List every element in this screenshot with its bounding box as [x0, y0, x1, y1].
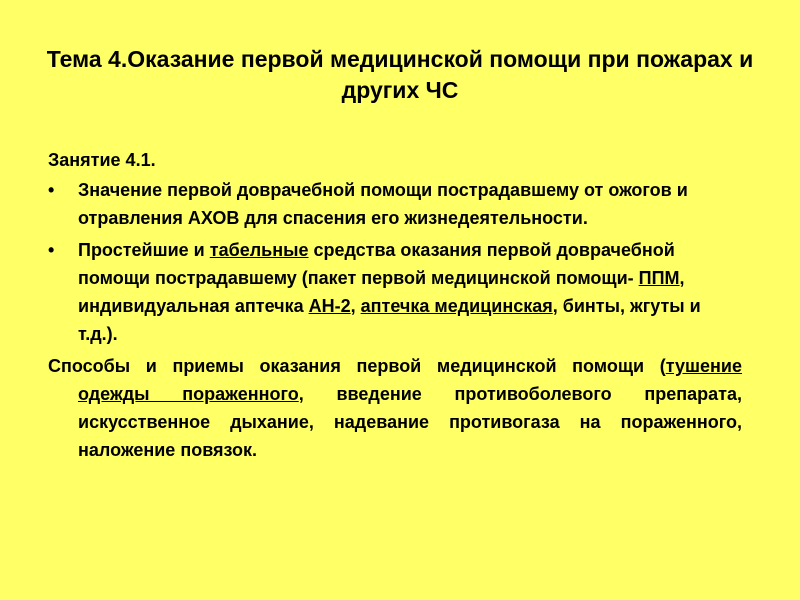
methods-text-part: Способы и приемы оказания первой медицинской помощи (: [48, 356, 666, 376]
slide-title: Тема 4.Оказание первой медицинской помощи при пожарах и других ЧС: [46, 46, 754, 103]
methods-text-part: , введение противоболевого препарата, искусственное дыхание, надевание противогаза на пораженного, наложение повязок.: [78, 384, 742, 460]
link-an2[interactable]: АН-2: [308, 296, 351, 316]
bullet-text-part: , индивидуальная аптечка: [78, 268, 685, 316]
bullet-text-part: средства оказания первой доврачебной помощи пострадавшему (пакет первой медицинской помощи-: [78, 240, 675, 288]
bullet-marker: •: [48, 240, 55, 260]
link-tushenie-odezhdy[interactable]: тушение одежды пораженного: [78, 356, 742, 404]
bullet-text-part: ,: [350, 296, 361, 316]
slide-body: [48, 146, 742, 464]
bullet-text: Значение первой доврачебной помощи пострадавшему от ожогов и отравления АХОВ для спасения его жизнедеятельности.: [78, 180, 688, 228]
link-tabelnye[interactable]: табельные: [209, 240, 309, 260]
methods-paragraph: [48, 352, 742, 464]
lesson-heading: Занятие 4.1.: [48, 150, 156, 170]
bullet-item-significance: [48, 176, 742, 232]
link-ppm[interactable]: ППМ: [638, 268, 680, 288]
bullet-item-means: [48, 236, 742, 348]
bullet-marker: •: [48, 180, 55, 200]
bullet-text-part: Простейшие и: [78, 240, 210, 260]
bullet-text-part: , бинты, жгуты и т.д.).: [78, 296, 701, 344]
link-aptechka-medicinskaya[interactable]: аптечка медицинская: [360, 296, 553, 316]
